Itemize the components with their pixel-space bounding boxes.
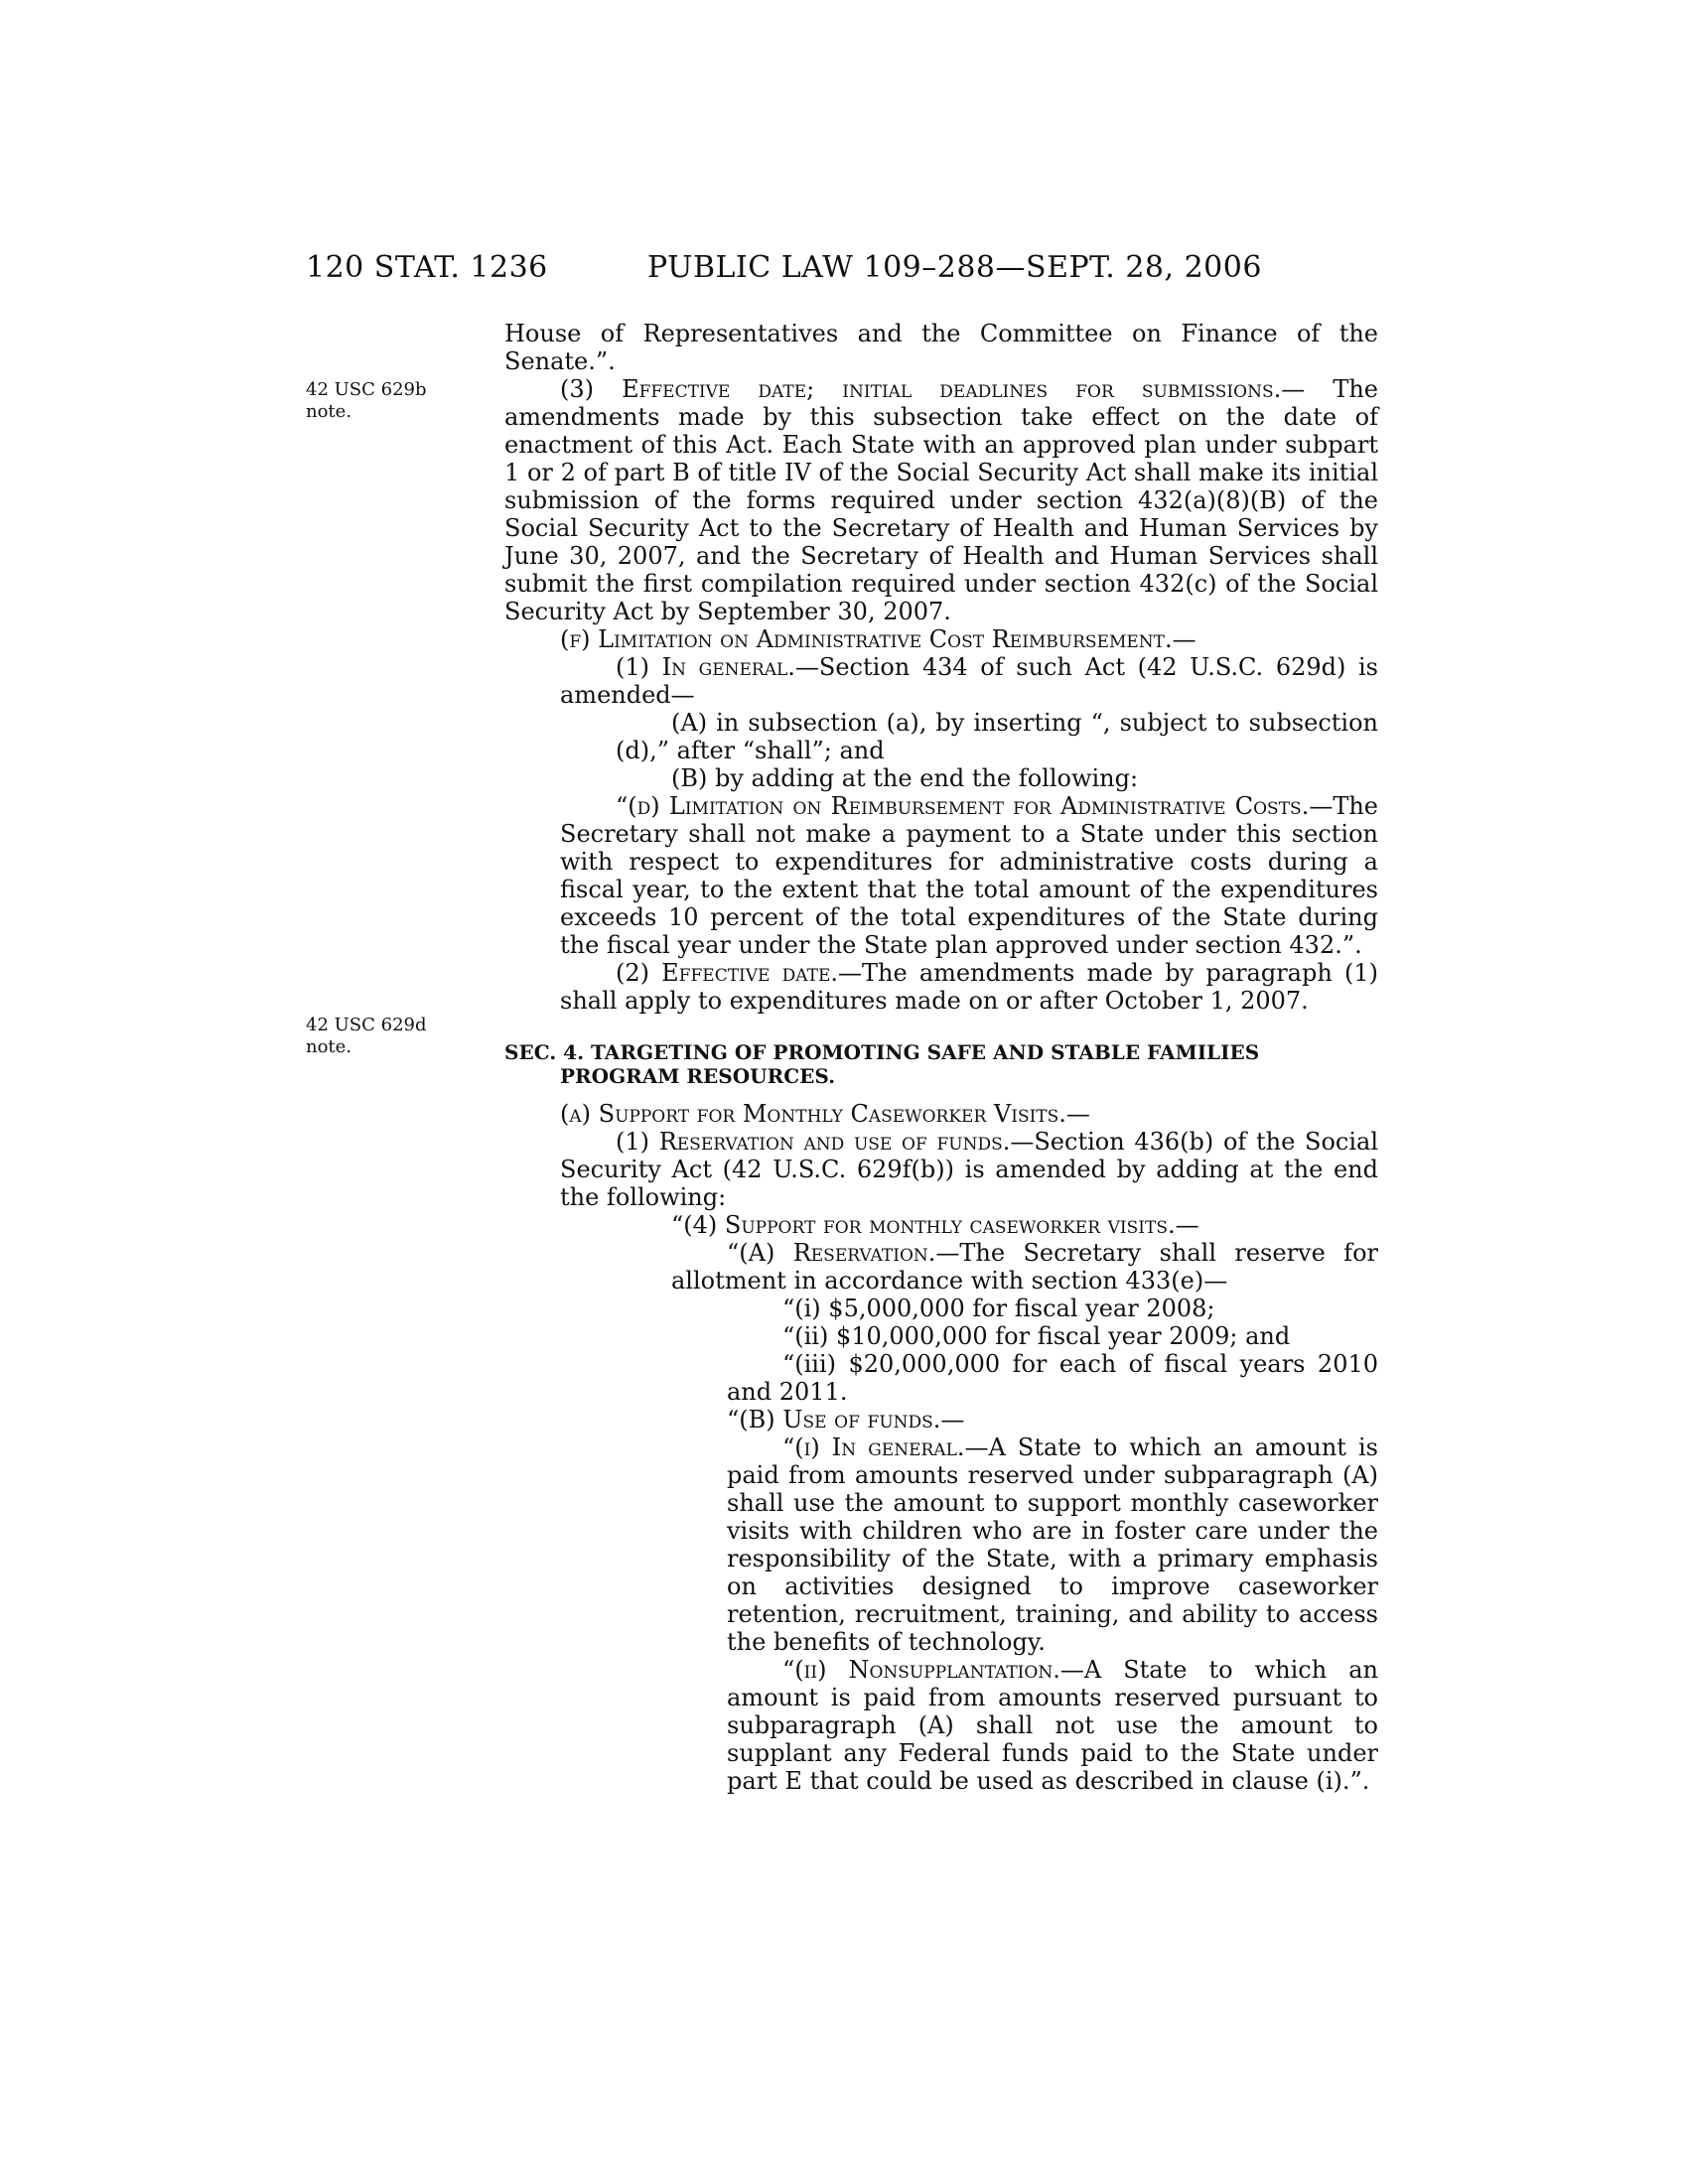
paragraph	[504, 320, 1378, 375]
margin-note-line2: note.	[306, 401, 352, 422]
paragraph-text: The amendments made by this subsection take effect on the date of enactment of this Act. Each State with an approved plan under subpart 1 or 2 of part B of title IV of the Social Security Act shall make its initial submission of the forms required under section 432(a)(8)(B) of the Social Security Act to the Secretary of Health and Human Services by June 30, 2007, and the Secretary of Health and Human Services shall submit the first compilation required under section 432(c) of the Social Security Act by September 30, 2007.	[504, 375, 1378, 625]
paragraph-heading: (1) Reservation and use of funds.	[616, 1128, 1011, 1156]
paragraph-text: —The Secretary shall not make a payment to a State under this section with respect to expenditures for administrative costs during a fiscal year, to the extent that the total amount of the expenditures exceeds 10 percent of the total expenditures of the State during the fiscal year under the State plan approved under section 432.”.	[560, 792, 1378, 959]
paragraph-heading: (3) Effective date; initial deadlines for submissions.—	[560, 375, 1306, 403]
margin-note-629d	[306, 1015, 485, 1058]
paragraph-heading: (2) Effective date.	[616, 959, 838, 987]
margin-note-629b	[306, 379, 485, 423]
clause-iii	[504, 1350, 1378, 1406]
paragraph-heading: “(d) Limitation on Reimbursement for Administrative Costs.	[616, 792, 1310, 820]
paragraph-heading: “(4) Support for monthly caseworker visits.—	[671, 1211, 1199, 1239]
paragraph-heading: “(B) Use of funds.—	[727, 1406, 965, 1433]
clause-i	[504, 1295, 1378, 1322]
margin-note-line2: note.	[306, 1036, 352, 1057]
paragraph-heading: (1) In general.	[616, 653, 795, 681]
margin-note-line1: 42 USC 629b	[306, 379, 427, 400]
subsection-f	[504, 625, 1378, 653]
clause-nonsupplantation	[504, 1656, 1378, 1795]
subparagraph-b	[504, 764, 1378, 792]
paragraph-heading: “(i) In general.	[782, 1433, 965, 1461]
public-law-title: PUBLIC LAW 109–288—SEPT. 28, 2006	[647, 250, 1262, 285]
document-body	[504, 320, 1378, 1795]
paragraph-text: —The amendments made by paragraph (1) shall apply to expenditures made on or after October 1, 2007.	[560, 959, 1378, 1015]
paragraph-text: (B) by adding at the end the following:	[671, 764, 1139, 792]
subsection-a	[504, 1100, 1378, 1128]
paragraph-text: “(iii) $20,000,000 for each of fiscal years 2010 and 2011.	[727, 1350, 1378, 1406]
quoted-paragraph-4	[504, 1211, 1378, 1239]
margin-note-line1: 42 USC 629d	[306, 1015, 427, 1035]
paragraph-text: —Section 434 of such Act (42 U.S.C. 629d) is amended—	[560, 653, 1378, 709]
paragraph-heading: “(A) Reservation.	[727, 1239, 936, 1267]
paragraph-effective-date-2	[504, 959, 1378, 1015]
subsection-heading: (f) Limitation on Administrative Cost Reimbursement.—	[560, 625, 1196, 653]
paragraph-text: House of Representatives and the Committee on Finance of the Senate.”.	[504, 320, 1378, 375]
statute-page-number: 120 STAT. 1236	[306, 250, 548, 285]
clause-ii	[504, 1322, 1378, 1350]
paragraph-reservation	[504, 1128, 1378, 1211]
paragraph-text: —The Secretary shall reserve for allotment in accordance with section 433(e)—	[671, 1239, 1378, 1295]
section-heading: SEC. 4. TARGETING OF PROMOTING SAFE AND STABLE FAMILIES PROGRAM RESOURCES.	[504, 1040, 1260, 1088]
paragraph-text: —A State to which an amount is paid from amounts reserved pursuant to subparagraph (A) shall not use the amount to supplant any Federal funds paid to the State under part E that could be used as described in clause (i).”.	[727, 1656, 1378, 1795]
paragraph-text: “(ii) $10,000,000 for fiscal year 2009; and	[782, 1322, 1291, 1350]
quoted-subparagraph-a	[504, 1239, 1378, 1295]
paragraph-text: —A State to which an amount is paid from amounts reserved under subparagraph (A) shall use the amount to support monthly caseworker visits with children who are in foster care under the responsibility of the State, with a primary emphasis on activities designed to improve caseworker retention, recruitment, training, and ability to access the benefits of technology.	[727, 1433, 1378, 1656]
paragraph-text: “(i) $5,000,000 for fiscal year 2008;	[782, 1295, 1215, 1322]
paragraph-effective-date	[504, 375, 1378, 625]
page-header	[0, 250, 1688, 290]
subparagraph-a	[504, 709, 1378, 764]
quoted-subsection-d	[504, 792, 1378, 959]
paragraph-text: —Section 436(b) of the Social Security Act (42 U.S.C. 629f(b)) is amended by adding at the end the following:	[560, 1128, 1378, 1211]
subsection-heading: (a) Support for Monthly Caseworker Visits.—	[560, 1100, 1090, 1128]
paragraph-heading: “(ii) Nonsupplantation.	[782, 1656, 1060, 1684]
paragraph-text: (A) in subsection (a), by inserting “, subject to subsection (d),” after “shall”; and	[616, 709, 1378, 764]
clause-in-general	[504, 1433, 1378, 1656]
quoted-subparagraph-b	[504, 1406, 1378, 1433]
paragraph-in-general	[504, 653, 1378, 709]
